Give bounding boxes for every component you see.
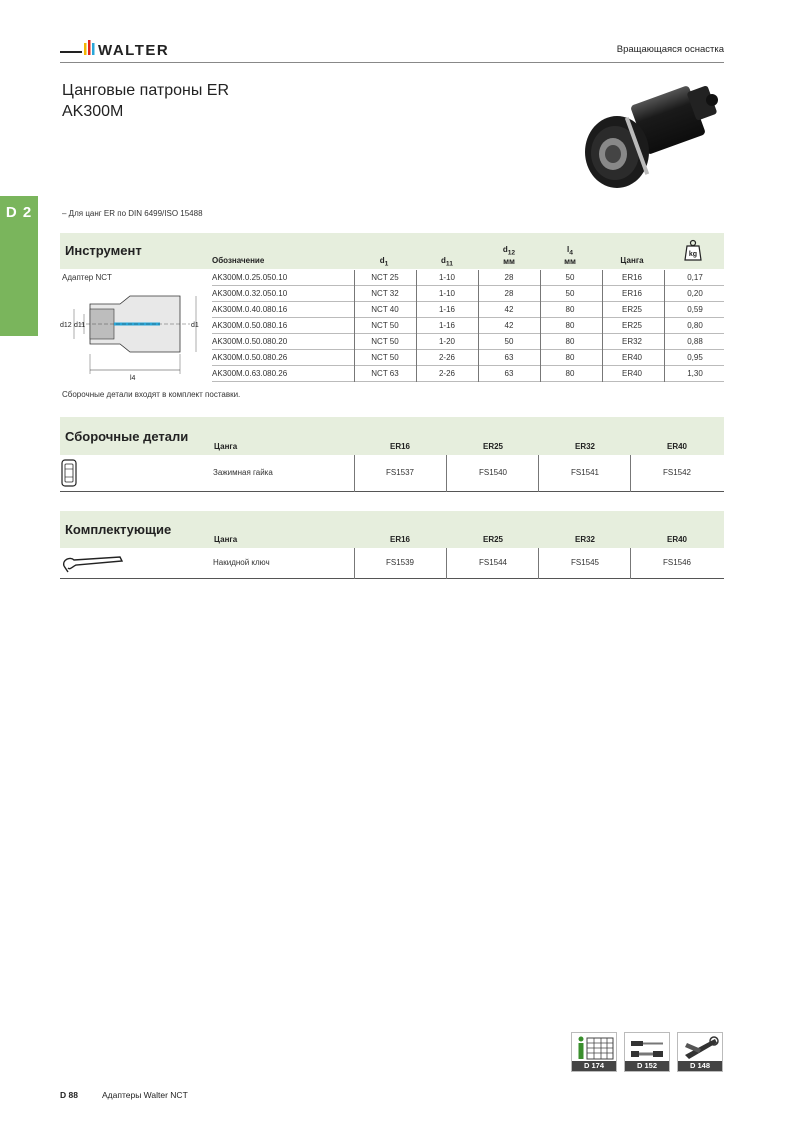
accessories-row xyxy=(60,548,724,579)
title-line-1: Цанговые патроны ER xyxy=(62,82,229,99)
table-column-divider xyxy=(416,270,417,382)
parts-col-er32: ER32 xyxy=(574,442,595,451)
accessories-col-er25: ER25 xyxy=(482,535,503,544)
col-d11: $d_{11}$ xyxy=(441,256,453,268)
table-row: AK300M.0.32.050.10 NCT 32 1-10 28 50 ER16 0,20 xyxy=(212,286,724,302)
table-column-divider xyxy=(540,270,541,382)
adapter-technical-drawing xyxy=(60,284,208,384)
table-column-divider xyxy=(354,270,355,382)
col-d12: $d_{12}$ мм xyxy=(502,245,516,266)
header-rule xyxy=(60,62,724,63)
table-row: AK300M.0.50.080.20 NCT 50 1-20 50 80 ER32 0,88 xyxy=(212,334,724,350)
col-l4: $l_4$ мм xyxy=(564,245,576,266)
title-line-2: AK300M xyxy=(62,103,124,120)
table-column-divider xyxy=(446,548,447,579)
table-column-divider xyxy=(630,455,631,492)
col-d1: $d_1$ xyxy=(379,256,389,268)
nav-label: D 152 xyxy=(625,1061,669,1071)
parts-item-name: Зажимная гайка xyxy=(213,468,273,477)
table-column-divider xyxy=(478,270,479,382)
table-row: AK300M.0.40.080.16 NCT 40 1-16 42 80 ER25 0,59 xyxy=(212,302,724,318)
table-row: AK300M.0.50.080.16 NCT 50 1-16 42 80 ER25 0,80 xyxy=(212,318,724,334)
adapter-label: Адаптер NCT xyxy=(62,273,112,282)
nav-link-d174[interactable] xyxy=(571,1032,617,1072)
table-column-divider xyxy=(664,270,665,382)
parts-row xyxy=(60,455,724,492)
parts-col-er25: ER25 xyxy=(482,442,503,451)
walter-logo xyxy=(60,38,200,60)
svg-text:d12: d12 xyxy=(60,322,72,329)
accessories-col-er32: ER32 xyxy=(574,535,595,544)
accessories-item-name: Накидной ключ xyxy=(213,558,270,567)
col-designation: Обозначение xyxy=(212,256,265,265)
weight-icon xyxy=(684,239,702,261)
table-row: AK300M.0.50.080.26 NCT 50 2-26 63 80 ER40 0,95 xyxy=(212,350,724,366)
parts-col-er16: ER16 xyxy=(389,442,410,451)
table-column-divider xyxy=(630,548,631,579)
accessories-value-er16: FS1539 xyxy=(385,558,415,567)
nav-label: D 148 xyxy=(678,1061,722,1071)
nav-link-d152[interactable] xyxy=(624,1032,670,1072)
col-collet: Цанга xyxy=(620,256,644,265)
svg-text:d1: d1 xyxy=(191,322,199,329)
table-column-divider xyxy=(354,548,355,579)
page-title xyxy=(62,80,229,122)
wrench-icon xyxy=(681,1035,721,1061)
table-row: AK300M.0.25.050.10 NCT 25 1-10 28 50 ER16 0,17 xyxy=(212,270,724,286)
parts-value-er32: FS1541 xyxy=(570,468,600,477)
footer-title: Адаптеры Walter NCT xyxy=(102,1090,188,1100)
parts-col-er40: ER40 xyxy=(666,442,687,451)
parts-col-collet: Цанга xyxy=(214,442,238,451)
accessories-value-er25: FS1544 xyxy=(478,558,508,567)
svg-text:WALTER: WALTER xyxy=(98,42,170,59)
accessories-col-er16: ER16 xyxy=(389,535,410,544)
page-number: D 88 xyxy=(60,1090,78,1100)
accessories-value-er40: FS1546 xyxy=(662,558,692,567)
parts-value-er16: FS1537 xyxy=(385,468,415,477)
accessories-heading: Комплектующие xyxy=(65,522,172,537)
tools-icon xyxy=(628,1037,668,1061)
parts-heading: Сборочные детали xyxy=(65,429,189,444)
accessories-value-er32: FS1545 xyxy=(570,558,600,567)
assembly-footnote: Сборочные детали входят в комплект поставки. xyxy=(62,390,241,399)
svg-text:l4: l4 xyxy=(130,375,136,382)
parts-value-er40: FS1542 xyxy=(662,468,692,477)
table-column-divider xyxy=(354,455,355,492)
table-column-divider xyxy=(446,455,447,492)
table-row: AK300M.0.63.080.26 NCT 63 2-26 63 80 ER40 1,30 xyxy=(212,366,724,382)
accessories-col-er40: ER40 xyxy=(666,535,687,544)
nav-link-d148[interactable] xyxy=(677,1032,723,1072)
side-tab-label: D 2 xyxy=(5,204,33,221)
table-column-divider xyxy=(538,548,539,579)
svg-text:d11: d11 xyxy=(74,322,86,329)
collet-standard-note: – Для цанг ER по DIN 6499/ISO 15488 xyxy=(62,209,203,218)
product-photo xyxy=(575,80,725,200)
svg-text:kg: kg xyxy=(688,251,698,258)
table-column-divider xyxy=(602,270,603,382)
nav-label: D 174 xyxy=(572,1061,616,1071)
table-column-divider xyxy=(538,455,539,492)
tool-heading: Инструмент xyxy=(65,243,142,258)
hook-wrench-icon xyxy=(60,554,124,574)
info-table-icon xyxy=(575,1035,615,1061)
header-section-title: Вращающаяся оснастка xyxy=(616,44,724,55)
parts-value-er25: FS1540 xyxy=(478,468,508,477)
clamping-nut-icon xyxy=(61,459,77,487)
accessories-col-collet: Цанга xyxy=(214,535,238,544)
